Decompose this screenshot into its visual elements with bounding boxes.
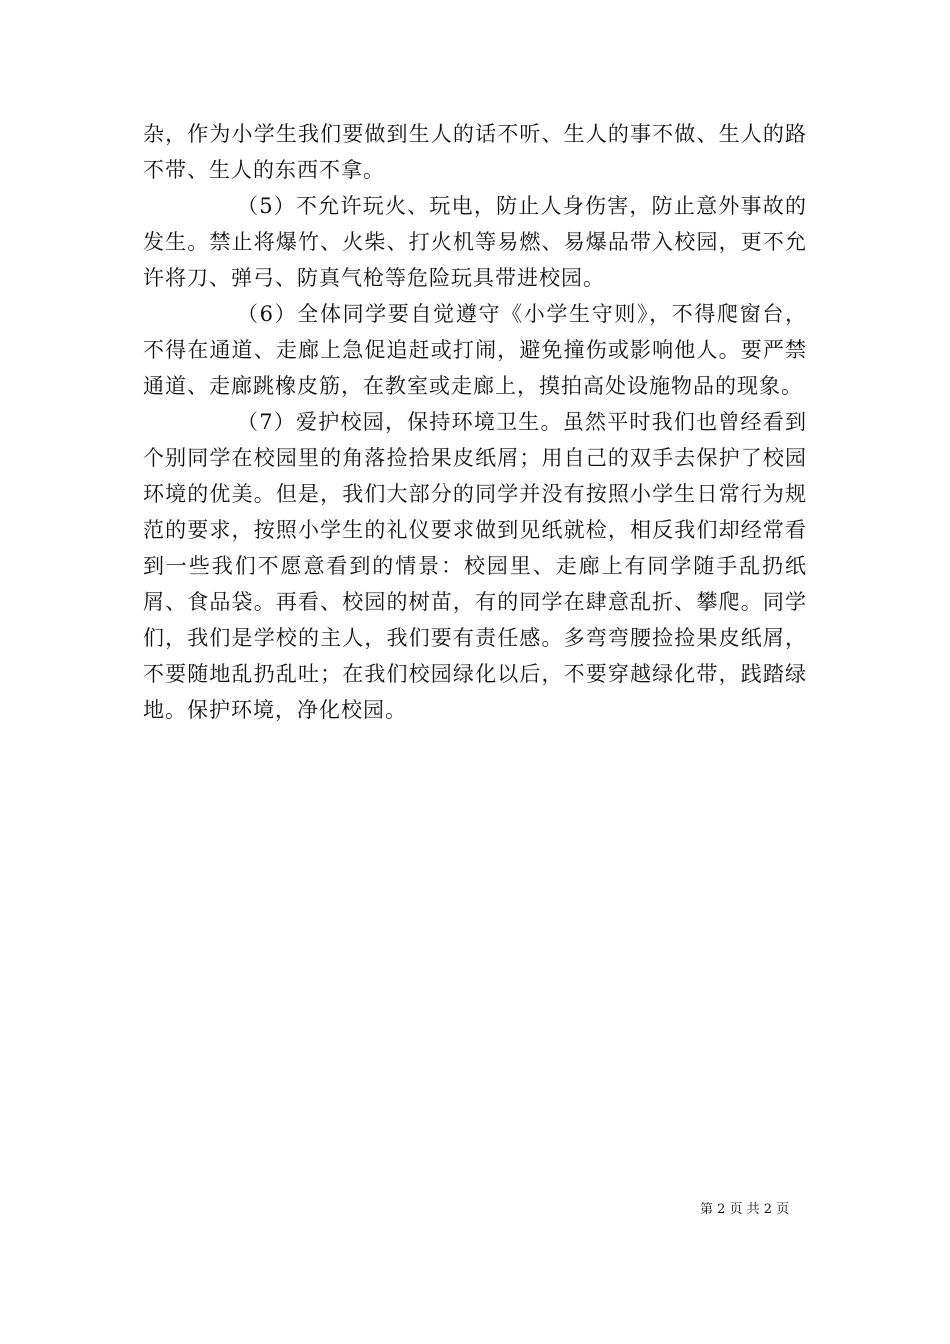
paragraph-item-7: （7）爱护校园，保持环境卫生。虽然平时我们也曾经看到个别同学在校园里的角落捡拾果皮纸屑；用自己的双手去保护了校园环境的优美。但是，我们大部分的同学并没有按照小学生日常行为规范的要求，按照小学生的礼仪要求做到见纸就检，相反我们却经常看到一些我们不愿意看到的情景：校园里、走廊上有同学随手乱扔纸屑、食品袋。再看、校园的树苗，有的同学在肆意乱折、攀爬。同学们，我们是学校的主人，我们要有责任感。多弯弯腰捡捡果皮纸屑，不要随地乱扔乱吐；在我们校园绿化以后，不要穿越绿化带，践踏绿地。保护环境，净化校园。: [143, 410, 807, 722]
paragraph-item-6: （6）全体同学要自觉遵守《小学生守则》，不得爬窗台，不得在通道、走廊上急促追赶或打闹，避免撞伤或影响他人。要严禁通道、走廊跳橡皮筋，在教室或走廊上，摸拍高处设施物品的现象。: [143, 302, 807, 398]
paragraph-item-5: （5）不允许玩火、玩电，防止人身伤害，防止意外事故的发生。禁止将爆竹、火柴、打火机等易燃、易爆品带入校园，更不允许将刀、弹弓、防真气枪等危险玩具带进校园。: [143, 194, 807, 290]
page-number-footer: 第 2 页 共 2 页: [700, 1202, 790, 1217]
paragraph-continuation: 杂，作为小学生我们要做到生人的话不听、生人的事不做、生人的路不带、生人的东西不拿。: [143, 122, 807, 182]
document-body: [143, 116, 807, 728]
